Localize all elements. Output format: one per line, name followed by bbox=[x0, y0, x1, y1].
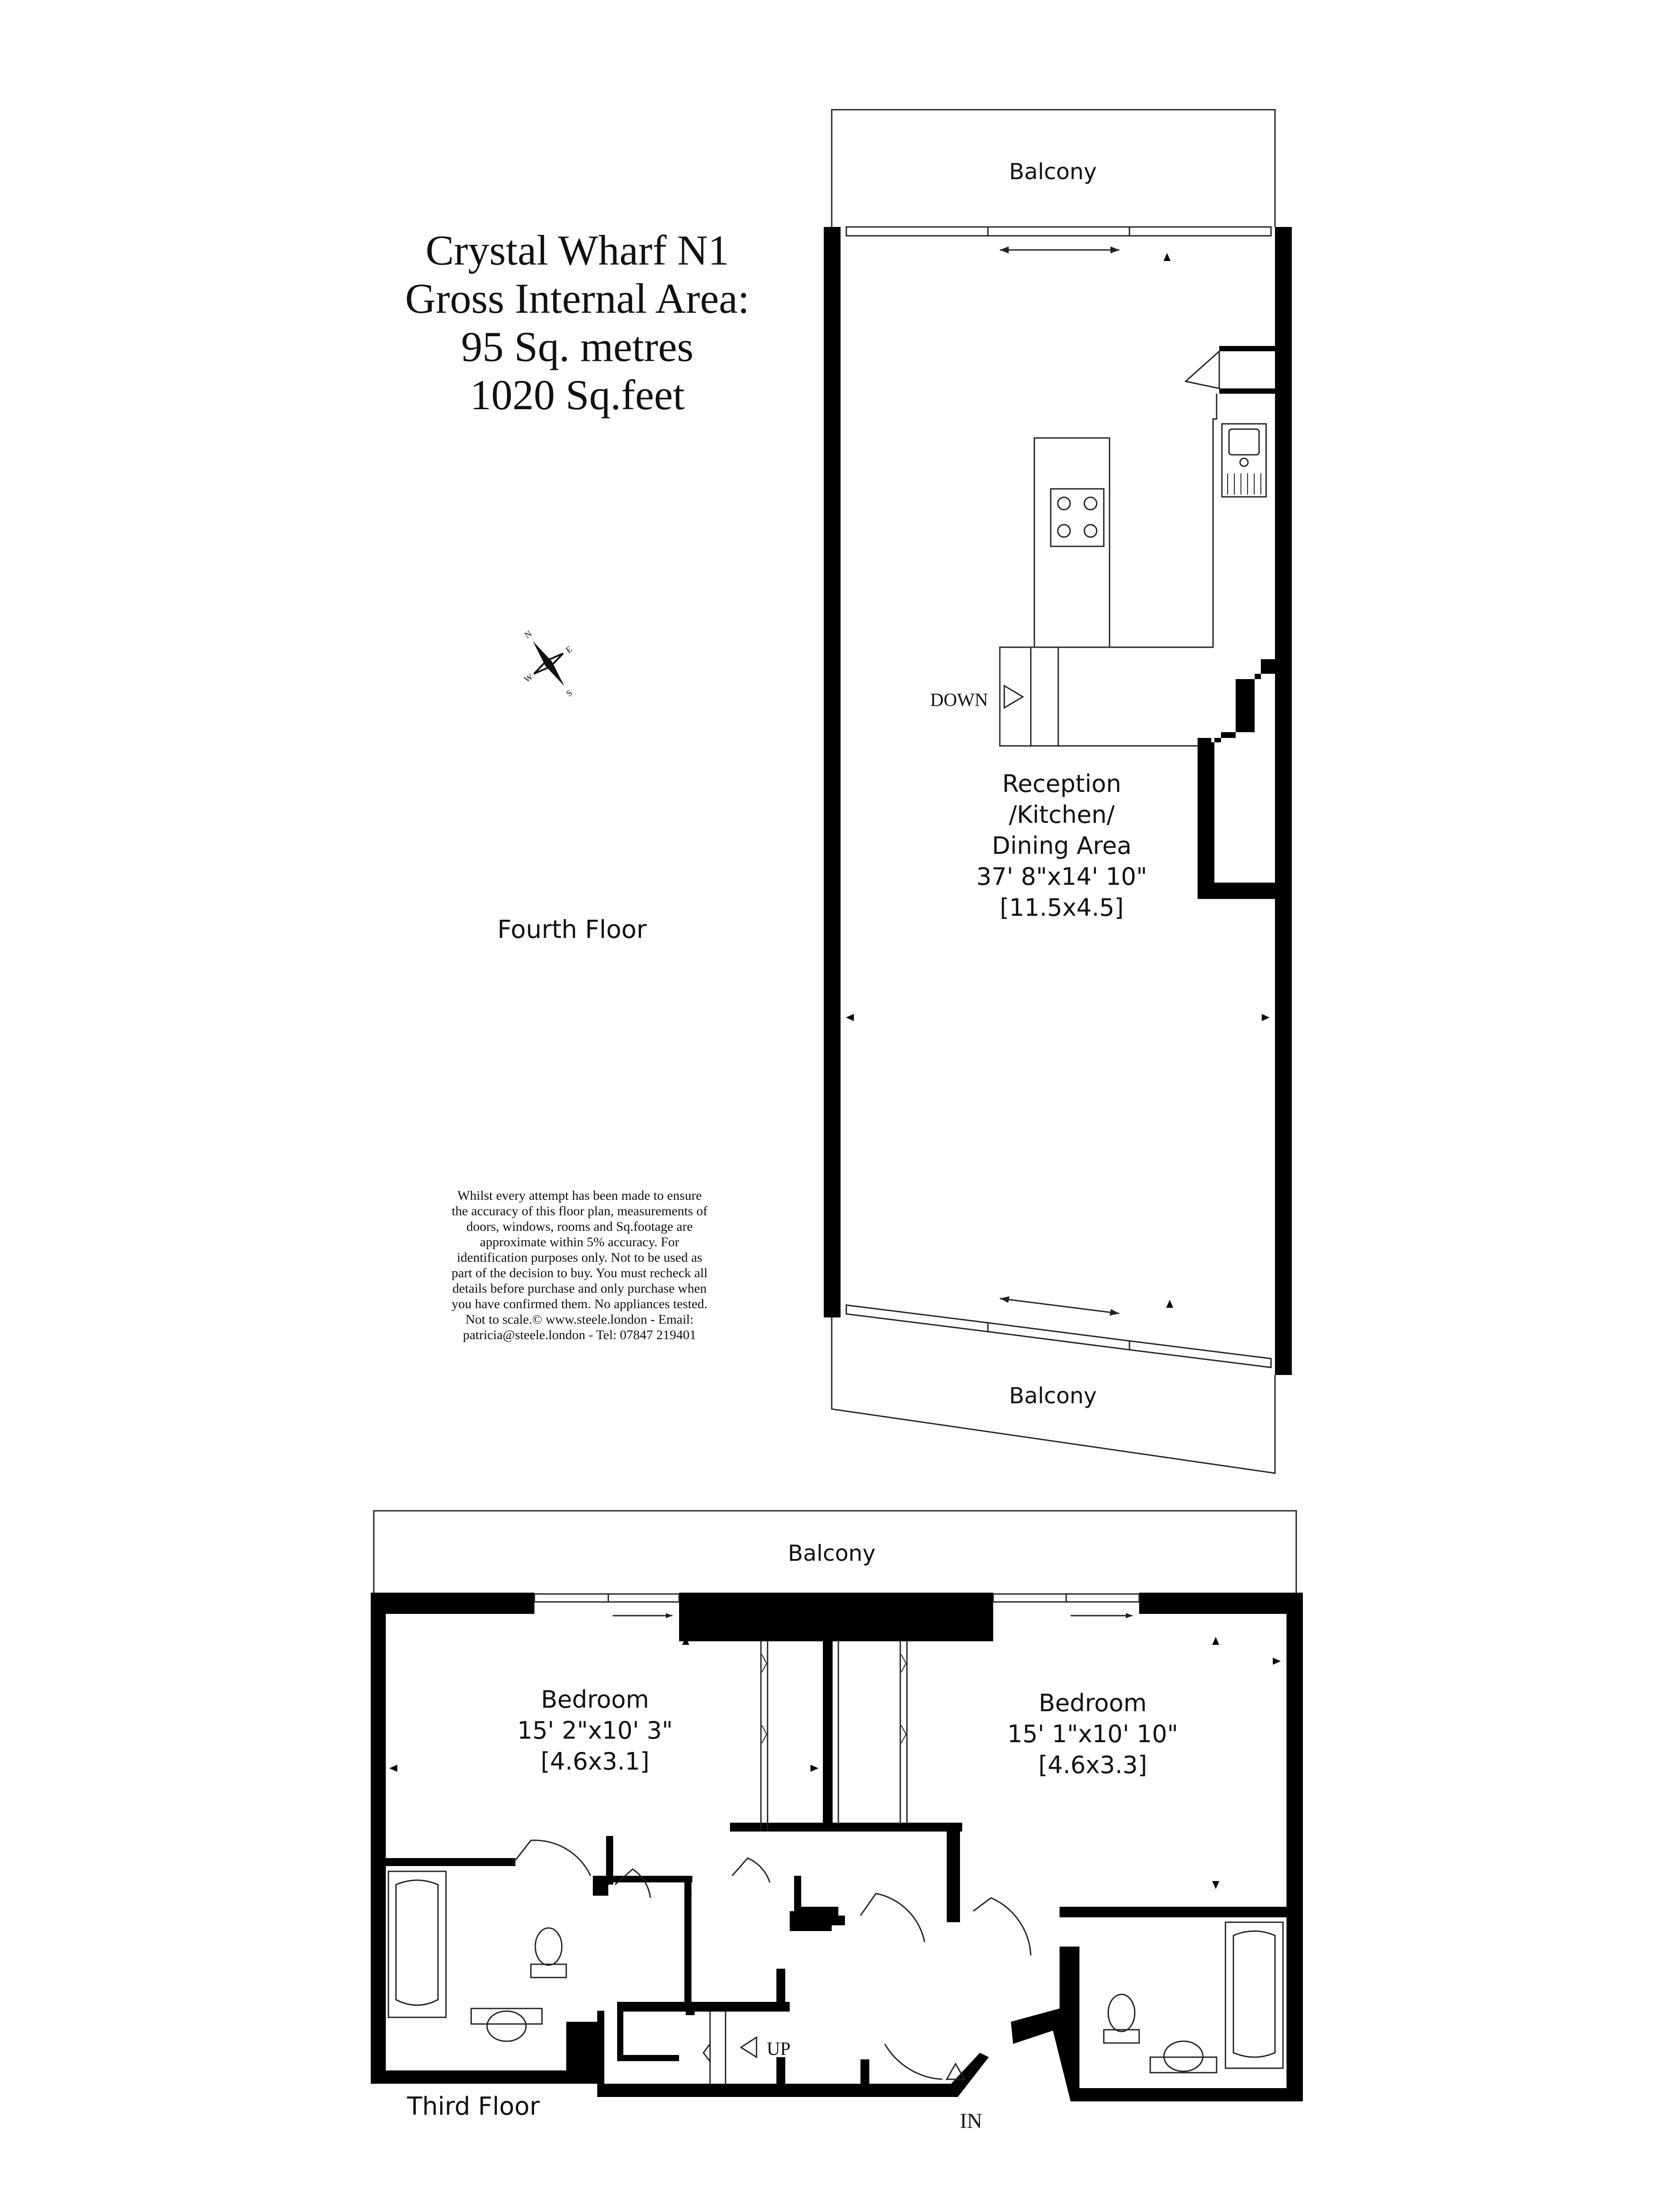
arrow-icon bbox=[1212, 1637, 1219, 1645]
balcony-top-label: Balcony bbox=[1009, 159, 1097, 184]
reception-room-label bbox=[976, 770, 1147, 922]
toilet-icon bbox=[1104, 1994, 1139, 2043]
wall bbox=[947, 1823, 960, 1922]
room-dimensions-metric: [11.5x4.5] bbox=[999, 894, 1124, 922]
wall bbox=[1139, 1593, 1303, 1614]
disclaimer-line: approximate within 5% accuracy. For bbox=[480, 1235, 680, 1249]
wall bbox=[378, 1858, 515, 1866]
window-third-right bbox=[993, 1594, 1139, 1618]
wall bbox=[824, 227, 841, 1317]
title-line-4: 1020 Sq.feet bbox=[470, 371, 685, 419]
title-line-1: Crystal Wharf N1 bbox=[425, 227, 730, 274]
arrow-icon bbox=[846, 1014, 854, 1021]
wall bbox=[1219, 388, 1275, 394]
disclaimer bbox=[452, 1188, 708, 1342]
wall bbox=[593, 1876, 608, 1896]
arrow-icon bbox=[1164, 253, 1171, 261]
bedroom-left-label bbox=[517, 1686, 673, 1775]
wall bbox=[823, 1641, 833, 1827]
wall bbox=[617, 2002, 790, 2012]
window-third-left bbox=[534, 1594, 679, 1618]
window-top bbox=[846, 227, 1271, 261]
bath-icon bbox=[388, 1871, 446, 2017]
wall bbox=[1286, 1593, 1303, 2101]
wall bbox=[371, 1593, 534, 1614]
arrow-icon bbox=[1212, 1881, 1219, 1889]
wall bbox=[1011, 1947, 1286, 2101]
arrow-icon bbox=[1004, 686, 1023, 708]
compass-west-label: W bbox=[522, 672, 535, 685]
third-floor-plan bbox=[371, 1511, 1303, 2133]
compass-east-label: E bbox=[564, 644, 574, 656]
balcony-bottom bbox=[832, 1317, 1275, 1473]
kitchen-island bbox=[1034, 438, 1110, 647]
wall bbox=[597, 2011, 604, 2086]
wall bbox=[371, 2070, 597, 2084]
disclaimer-line: the accuracy of this floor plan, measurements of bbox=[451, 1204, 708, 1218]
wall bbox=[860, 2059, 869, 2084]
third-floor-label: Third Floor bbox=[407, 2092, 540, 2121]
arrow-icon bbox=[741, 2037, 757, 2057]
wall bbox=[776, 1969, 785, 2011]
wall bbox=[947, 1916, 956, 1922]
balcony-top bbox=[832, 110, 1275, 227]
wardrobe-doors bbox=[761, 1641, 907, 1832]
title-line-3: 95 Sq. metres bbox=[461, 323, 694, 370]
room-name: Bedroom bbox=[541, 1686, 649, 1713]
disclaimer-line: part of the decision to buy. You must recheck all bbox=[451, 1266, 708, 1280]
room-name: Dining Area bbox=[992, 832, 1132, 860]
wall bbox=[832, 1916, 845, 1925]
stairs-down bbox=[930, 647, 1198, 746]
wall bbox=[617, 2055, 679, 2061]
balcony-bottom-label: Balcony bbox=[1009, 1383, 1097, 1409]
disclaimer-line: Not to scale.© www.steele.london - Email: bbox=[465, 1312, 694, 1327]
balcony-third bbox=[374, 1511, 1296, 1593]
disclaimer-line: Whilst every attempt has been made to ensure bbox=[457, 1188, 702, 1203]
sink-icon bbox=[1222, 424, 1266, 497]
room-dimensions-imperial: 15' 2"x10' 3" bbox=[517, 1717, 673, 1744]
fourth-floor-label: Fourth Floor bbox=[497, 915, 647, 944]
room-dimensions-metric: [4.6x3.3] bbox=[1038, 1751, 1147, 1779]
fourth-floor-plan bbox=[824, 110, 1292, 1473]
arrow-icon bbox=[1262, 1014, 1270, 1021]
bedroom-right-label bbox=[1007, 1689, 1178, 1779]
arrow-icon bbox=[389, 1765, 397, 1772]
disclaimer-line: you have confirmed them. No appliances tested. bbox=[451, 1297, 708, 1311]
disclaimer-line: details before purchase and only purchase when bbox=[452, 1281, 707, 1296]
title-block bbox=[405, 227, 749, 419]
arrow-icon bbox=[1273, 1658, 1281, 1665]
wall bbox=[371, 1593, 386, 2084]
wall bbox=[790, 1911, 832, 1931]
arrow-icon bbox=[810, 1765, 818, 1772]
basin-icon bbox=[471, 2008, 542, 2041]
disclaimer-line: doors, windows, rooms and Sq.footage are bbox=[466, 1219, 693, 1234]
wall bbox=[617, 2012, 623, 2056]
wall bbox=[1219, 346, 1275, 351]
room-dimensions-metric: [4.6x3.1] bbox=[541, 1747, 649, 1775]
title-line-2: Gross Internal Area: bbox=[405, 275, 750, 322]
disclaimer-line: identification purposes only. Not to be used as bbox=[457, 1250, 703, 1265]
stairs-down-label: DOWN bbox=[930, 690, 988, 710]
balcony-third-label: Balcony bbox=[787, 1540, 876, 1566]
compass-south-label: S bbox=[565, 687, 574, 699]
room-name: Bedroom bbox=[1038, 1689, 1147, 1717]
bath-icon bbox=[1225, 1922, 1283, 2068]
wall bbox=[566, 2022, 597, 2084]
wall bbox=[679, 1593, 993, 1641]
wall bbox=[1198, 227, 1292, 1375]
toilet-icon bbox=[531, 1928, 566, 1978]
room-dimensions-imperial: 37' 8"x14' 10" bbox=[976, 863, 1148, 891]
hob-icon bbox=[1051, 489, 1104, 546]
wall bbox=[1214, 659, 1275, 742]
basin-icon bbox=[1150, 2041, 1217, 2073]
disclaimer-line: patricia@steele.london - Tel: 07847 219401 bbox=[463, 1328, 696, 1342]
window-bottom bbox=[846, 1296, 1271, 1367]
stairs-up-label: UP bbox=[767, 2039, 791, 2059]
compass-north-label: N bbox=[522, 629, 534, 641]
compass-icon bbox=[502, 615, 595, 714]
wall bbox=[730, 1823, 962, 1832]
entrance-label: IN bbox=[960, 2109, 983, 2133]
wall bbox=[1060, 1907, 1294, 1917]
room-name: Reception bbox=[1002, 770, 1121, 798]
arrow-icon bbox=[1166, 1300, 1173, 1308]
wall bbox=[776, 2057, 785, 2084]
room-dimensions-imperial: 15' 1"x10' 10" bbox=[1007, 1720, 1179, 1748]
room-name: /Kitchen/ bbox=[1009, 801, 1115, 829]
wall bbox=[686, 2006, 695, 2015]
